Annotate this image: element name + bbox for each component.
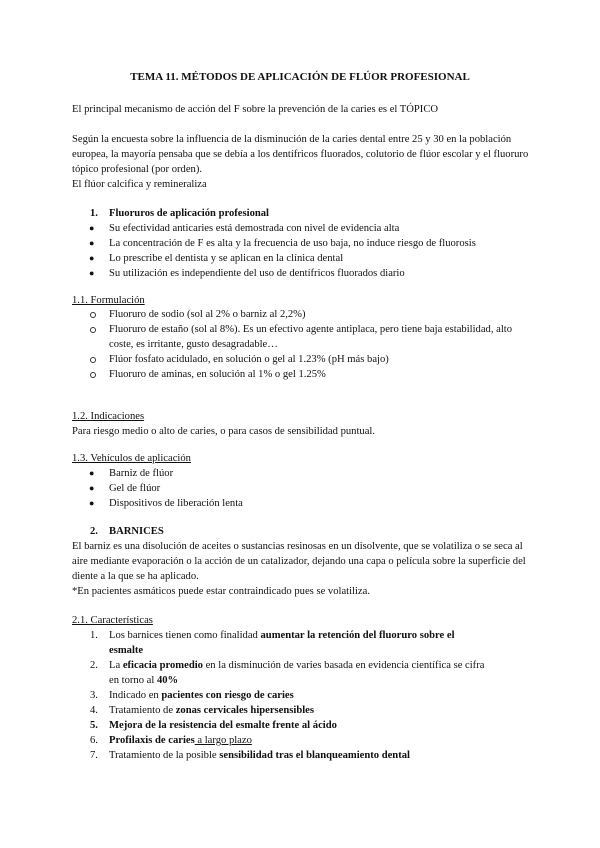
intro-paragraph-1: El principal mecanismo de acción del F sobre la prevención de la caries es el TÓPICO bbox=[72, 104, 439, 115]
section-1-number: 1. bbox=[90, 208, 98, 219]
bullet-dot: ● bbox=[89, 483, 95, 493]
section-2-heading: BARNICES bbox=[109, 526, 164, 537]
subsection-1-3-heading: 1.3. Vehículos de aplicación bbox=[72, 453, 191, 464]
varnish-definition: El barniz es una disolución de aceites o sustancias resinosas en un disolvente, que se volatiliza o se seca al aire mediante evaporación o la acción de un catalizador, dejando una capa o película sobre la superficie del diente a la que se ha aplicado. bbox=[72, 541, 526, 582]
indications-text: Para riesgo medio o alto de caries, o para casos de sensibilidad puntual. bbox=[72, 426, 376, 437]
bullet-dot: ● bbox=[89, 223, 95, 233]
intro-paragraph-2: Según la encuesta sobre la influencia de la disminución de la caries dental entre 25 y 30 en la población europea, la mayoría pensaba que se debía a los dentífricos fluorados, colutorio de flúor escolar y el fluoruro tópico profesional (por orden). bbox=[72, 134, 529, 175]
intro-paragraph-3: El flúor calcifica y remineraliza bbox=[72, 179, 207, 190]
bullet-dot: ● bbox=[89, 238, 95, 248]
bullet-dot: ● bbox=[89, 498, 95, 508]
section-1-bullet: La concentración de F es alta y la frecuencia de uso baja, no induce riesgo de fluorosis bbox=[109, 238, 476, 249]
characteristic-item: Profilaxis de caries a largo plazo bbox=[109, 735, 252, 746]
section-1-heading: Fluoruros de aplicación profesional bbox=[109, 208, 269, 219]
characteristic-item: Mejora de la resistencia del esmalte frente al ácido bbox=[109, 720, 337, 731]
vehicle-item: Dispositivos de liberación lenta bbox=[109, 498, 243, 509]
characteristic-item: Tratamiento de la posible sensibilidad tras el blanqueamiento dental bbox=[109, 750, 410, 761]
characteristic-item: La eficacia promedio en la disminución de varies basada en evidencia científica se cifra bbox=[109, 660, 485, 671]
subsection-1-2-heading: 1.2. Indicaciones bbox=[72, 411, 145, 422]
subsection-2-1-heading: 2.1. Características bbox=[72, 615, 153, 626]
list-number: 3. bbox=[90, 690, 98, 701]
section-1-bullet: Lo prescribe el dentista y se aplican en la clínica dental bbox=[109, 253, 344, 264]
list-number: 1. bbox=[90, 630, 98, 641]
list-number: 2. bbox=[90, 660, 98, 671]
section-1-bullet: Su efectividad anticaries está demostrada con nivel de evidencia alta bbox=[109, 223, 400, 234]
bullet-dot: ● bbox=[89, 253, 95, 263]
formulation-item: Flúor fosfato acidulado, en solución o gel al 1.23% (pH más bajo) bbox=[109, 354, 389, 365]
asthma-note: *En pacientes asmáticos puede estar contraindicado pues se volatiliza. bbox=[72, 586, 370, 597]
circle-bullet bbox=[90, 357, 96, 363]
characteristic-item-continued: esmalte bbox=[109, 645, 144, 656]
list-number: 4. bbox=[90, 705, 98, 716]
formulation-item: Fluoruro de aminas, en solución al 1% o gel 1.25% bbox=[109, 369, 326, 380]
section-1-bullet: Su utilización es independiente del uso de dentífricos fluorados diario bbox=[109, 268, 405, 279]
formulation-item: Fluoruro de sodio (sol al 2% o barniz al 2,2%) bbox=[109, 309, 306, 320]
characteristic-item: Tratamiento de zonas cervicales hipersensibles bbox=[109, 705, 314, 716]
characteristic-item: Indicado en pacientes con riesgo de caries bbox=[109, 690, 294, 701]
circle-bullet bbox=[90, 327, 96, 333]
circle-bullet bbox=[90, 312, 96, 318]
bullet-dot: ● bbox=[89, 268, 95, 278]
vehicle-item: Gel de flúor bbox=[109, 483, 161, 494]
bullet-dot: ● bbox=[89, 468, 95, 478]
list-number: 7. bbox=[90, 750, 98, 761]
subsection-1-1-heading: 1.1. Formulación bbox=[72, 295, 145, 306]
vehicle-item: Barniz de flúor bbox=[109, 468, 174, 479]
circle-bullet bbox=[90, 372, 96, 378]
characteristic-item-continued: en torno al 40% bbox=[109, 675, 179, 686]
page-title: TEMA 11. MÉTODOS DE APLICACIÓN DE FLÚOR PROFESIONAL bbox=[130, 71, 470, 83]
list-number: 6. bbox=[90, 735, 98, 746]
list-number: 5. bbox=[90, 720, 98, 731]
characteristic-item: Los barnices tienen como finalidad aumentar la retención del fluoruro sobre el bbox=[109, 630, 455, 641]
formulation-item: Fluoruro de estaño (sol al 8%). Es un efectivo agente antiplaca, pero tiene baja estabilidad, alto coste, es irritante, gusto desagradable… bbox=[109, 324, 513, 350]
section-2-number: 2. bbox=[90, 526, 98, 537]
